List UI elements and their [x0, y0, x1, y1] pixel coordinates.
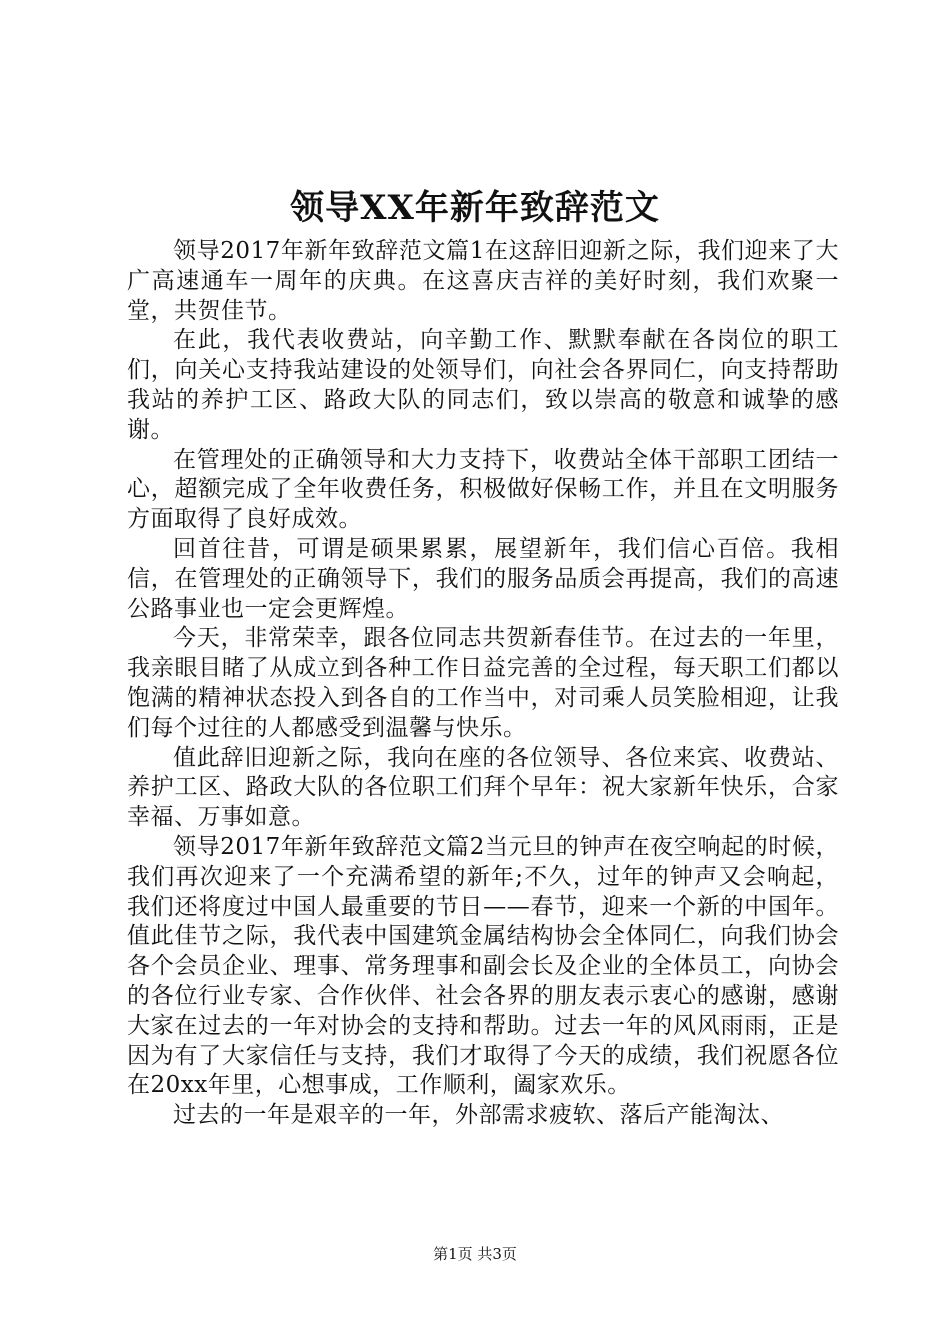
paragraph: 领导2017年新年致辞范文篇2当元旦的钟声在夜空响起的时候，我们再次迎来了一个充满希望的新年;不久，过年的钟声又会响起，我们还将度过中国人最重要的节日——春节，迎来一个新的中国年。值此佳节之际，我代表中国建筑金属结构协会全体同仁，向我们协会各个会员企业、理事、常务理事和副会长及企业的全体员工，向协会的各位行业专家、合作伙伴、社会各界的朋友表示衷心的感谢，感谢大家在过去的一年对协会的支持和帮助。过去一年的风风雨雨，正是因为有了大家信任与支持，我们才取得了今天的成绩，我们祝愿各位在20xx年里，心想事成，工作顺利，阖家欢乐。: [127, 833, 839, 1099]
page-footer: 第1页 共3页: [433, 1245, 517, 1263]
paragraph: 在此，我代表收费站，向辛勤工作、默默奉献在各岗位的职工们，向关心支持我站建设的处领导们，向社会各界同仁，向支持帮助我站的养护工区、路政大队的同志们，致以崇高的敬意和诚挚的感谢。: [127, 327, 839, 443]
document-title: 领导XX年新年致辞范文: [290, 188, 660, 228]
paragraph: 领导2017年新年致辞范文篇1在这辞旧迎新之际，我们迎来了大广高速通车一周年的庆典。在这喜庆吉祥的美好时刻，我们欢聚一堂，共贺佳节。: [127, 238, 839, 324]
document-body: [127, 237, 839, 1131]
paragraph: 今天，非常荣幸，跟各位同志共贺新春佳节。在过去的一年里，我亲眼目睹了从成立到各种工作日益完善的全过程，每天职工们都以饱满的精神状态投入到各自的工作当中，对司乘人员笑脸相迎，让我们每个过往的人都感受到温馨与快乐。: [127, 625, 839, 741]
paragraph: 回首往昔，可谓是硕果累累，展望新年，我们信心百倍。我相信，在管理处的正确领导下，我们的服务品质会再提高，我们的高速公路事业也一定会更辉煌。: [127, 535, 839, 622]
paragraph: 在管理处的正确领导和大力支持下，收费站全体干部职工团结一心，超额完成了全年收费任务，积极做好保畅工作，并且在文明服务方面取得了良好成效。: [127, 446, 839, 533]
paragraph: 值此辞旧迎新之际，我向在座的各位领导、各位来宾、收费站、养护工区、路政大队的各位职工们拜个早年：祝大家新年快乐，合家幸福、万事如意。: [127, 744, 839, 831]
paragraph: 过去的一年是艰辛的一年，外部需求疲软、落后产能淘汰、: [173, 1102, 784, 1129]
